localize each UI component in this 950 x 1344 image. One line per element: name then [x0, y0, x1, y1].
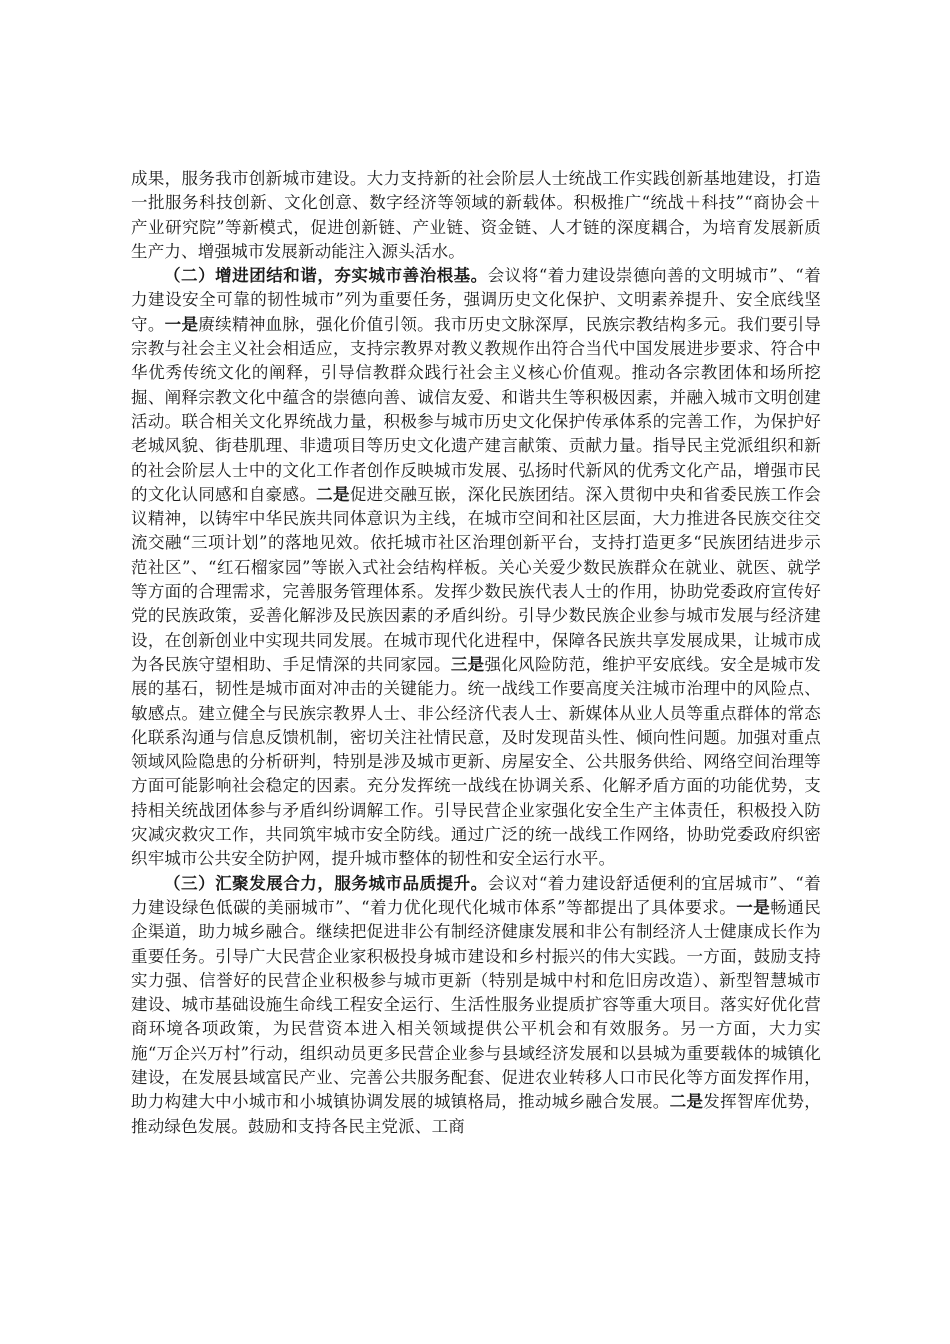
text-run: 促进交融互嵌，深化民族团结。深入贯彻中央和省委民族工作会议精神，以铸牢中华民族共同体意识为主线，在城市空间和社区层面，大力推进各民族交往交流交融“三项计划”的落地见效。依托城市社区治理创新平台，支持打造更多“民族团结进步示范社区”、“红石榴家园”等嵌入式社会结构样板。关心关爱少数民族群众在就业、就医、就学等方面的合理需求，完善服务管理体系。发挥少数民族代表人士的作用，协助党委政府宣传好党的民族政策，妥善化解涉及民族因素的矛盾纠纷。引导少数民族企业参与城市发展与经济建设，在创新创业中实现共同发展。在城市现代化进程中，保障各民族共享发展成果，让城市成为各民族守望相助、手足情深的共同家园。	[131, 484, 821, 674]
paragraph-1	[131, 167, 821, 264]
document-body	[131, 167, 821, 1139]
point-marker: 二是	[316, 484, 350, 504]
point-marker: 一是	[736, 897, 771, 917]
section-heading: （二）增进团结和谐，夯实城市善治根基。	[164, 266, 488, 286]
text-run: 畅通民企渠道，助力城乡融合。继续把促进非公有制经济健康发展和非公有制经济人士健康成长作为重要任务。引导广大民营企业家积极投身城市建设和乡村振兴的伟大实践。一方面，鼓励支持实力强、信誉好的民营企业积极参与城市更新（特别是城中村和危旧房改造）、新型智慧城市建设、城市基础设施生命线工程安全运行、生活性服务业提质扩容等重大项目。落实好优化营商环境各项政策，为民营资本进入相关领域提供公平机会和有效服务。另一方面，大力实施“万企兴万村”行动，组织动员更多民营企业参与县域经济发展和以县城为重要载体的城镇化建设，在发展县域富民产业、完善公共服务配套、促进农业转移人口市民化等方面发挥作用，助力构建大中小城市和小城镇协调发展的城镇格局，推动城乡融合发展。	[131, 897, 821, 1112]
point-marker: 二是	[669, 1092, 704, 1112]
text-run: 发挥智库优势，推动绿色发展。鼓励和支持各民主党派、工商	[131, 1092, 821, 1136]
text-run: 会议对“着力建设舒适便利的宜居城市”、“着力建设绿色低碳的美丽城市”、“着力优化现代化城市体系”等都提出了具体要求。	[131, 873, 821, 917]
text-run: 赓续精神血脉，强化价值引领。我市历史文脉深厚，民族宗教结构多元。我们要引导宗教与社会主义社会相适应，支持宗教界对教义教规作出符合当代中国发展进步要求、符合中华优秀传统文化的阐释，引导信教群众践行社会主义核心价值观。推动各宗教团体和场所挖掘、阐释宗教文化中蕴含的崇德向善、诚信友爱、和谐共生等积极因素，并融入城市文明创建活动。联合相关文化界统战力量，积极参与城市历史文化保护传承体系的完善工作，为保护好老城风貌、街巷肌理、非遗项目等历史文化遗产建言献策、贡献力量。指导民主党派组织和新的社会阶层人士中的文化工作者创作反映城市发展、弘扬时代新风的优秀文化产品，增强市民的文化认同感和自豪感。	[131, 314, 821, 504]
paragraph-3	[131, 872, 821, 1139]
text-run: 会议将“着力建设崇德向善的文明城市”、“着力建设安全可靠的韧性城市”列为重要任务，强调历史文化保护、文明素养提升、安全底线坚守。	[131, 266, 821, 334]
paragraph-2	[131, 264, 821, 871]
section-heading: （三）汇聚发展合力，服务城市品质提升。	[164, 873, 488, 893]
point-marker: 一是	[164, 314, 199, 334]
text-run: 成果，服务我市创新城市建设。大力支持新的社会阶层人士统战工作实践创新基地建设，打造一批服务科技创新、文化创意、数字经济等领域的新载体。积极推广“统战＋科技”“商协会＋产业研究院”等新模式，促进创新链、产业链、资金链、人才链的深度耦合，为培育发展新质生产力、增强城市发展新动能注入源头活水。	[131, 169, 821, 261]
text-run: 强化风险防范，维护平安底线。安全是城市发展的基石，韧性是城市面对冲击的关键能力。统一战线工作要高度关注城市治理中的风险点、敏感点。建立健全与民族宗教界人士、非公经济代表人士、新媒体从业人员等重点群体的常态化联系沟通与信息反馈机制，密切关注社情民意，及时发现苗头性、倾向性问题。加强对重点领域风险隐患的分析研判，特别是涉及城市更新、房屋安全、公共服务供给、网络空间治理等方面可能影响社会稳定的因素。充分发挥统一战线在协调关系、化解矛盾方面的功能优势，支持相关统战团体参与矛盾纠纷调解工作。引导民营企业家强化安全生产主体责任，积极投入防灾减灾救灾工作，共同筑牢城市安全防线。通过广泛的统一战线工作网络，协助党委政府织密织牢城市公共安全防护网，提升城市整体的韧性和安全运行水平。	[131, 654, 821, 869]
point-marker: 三是	[450, 654, 485, 674]
